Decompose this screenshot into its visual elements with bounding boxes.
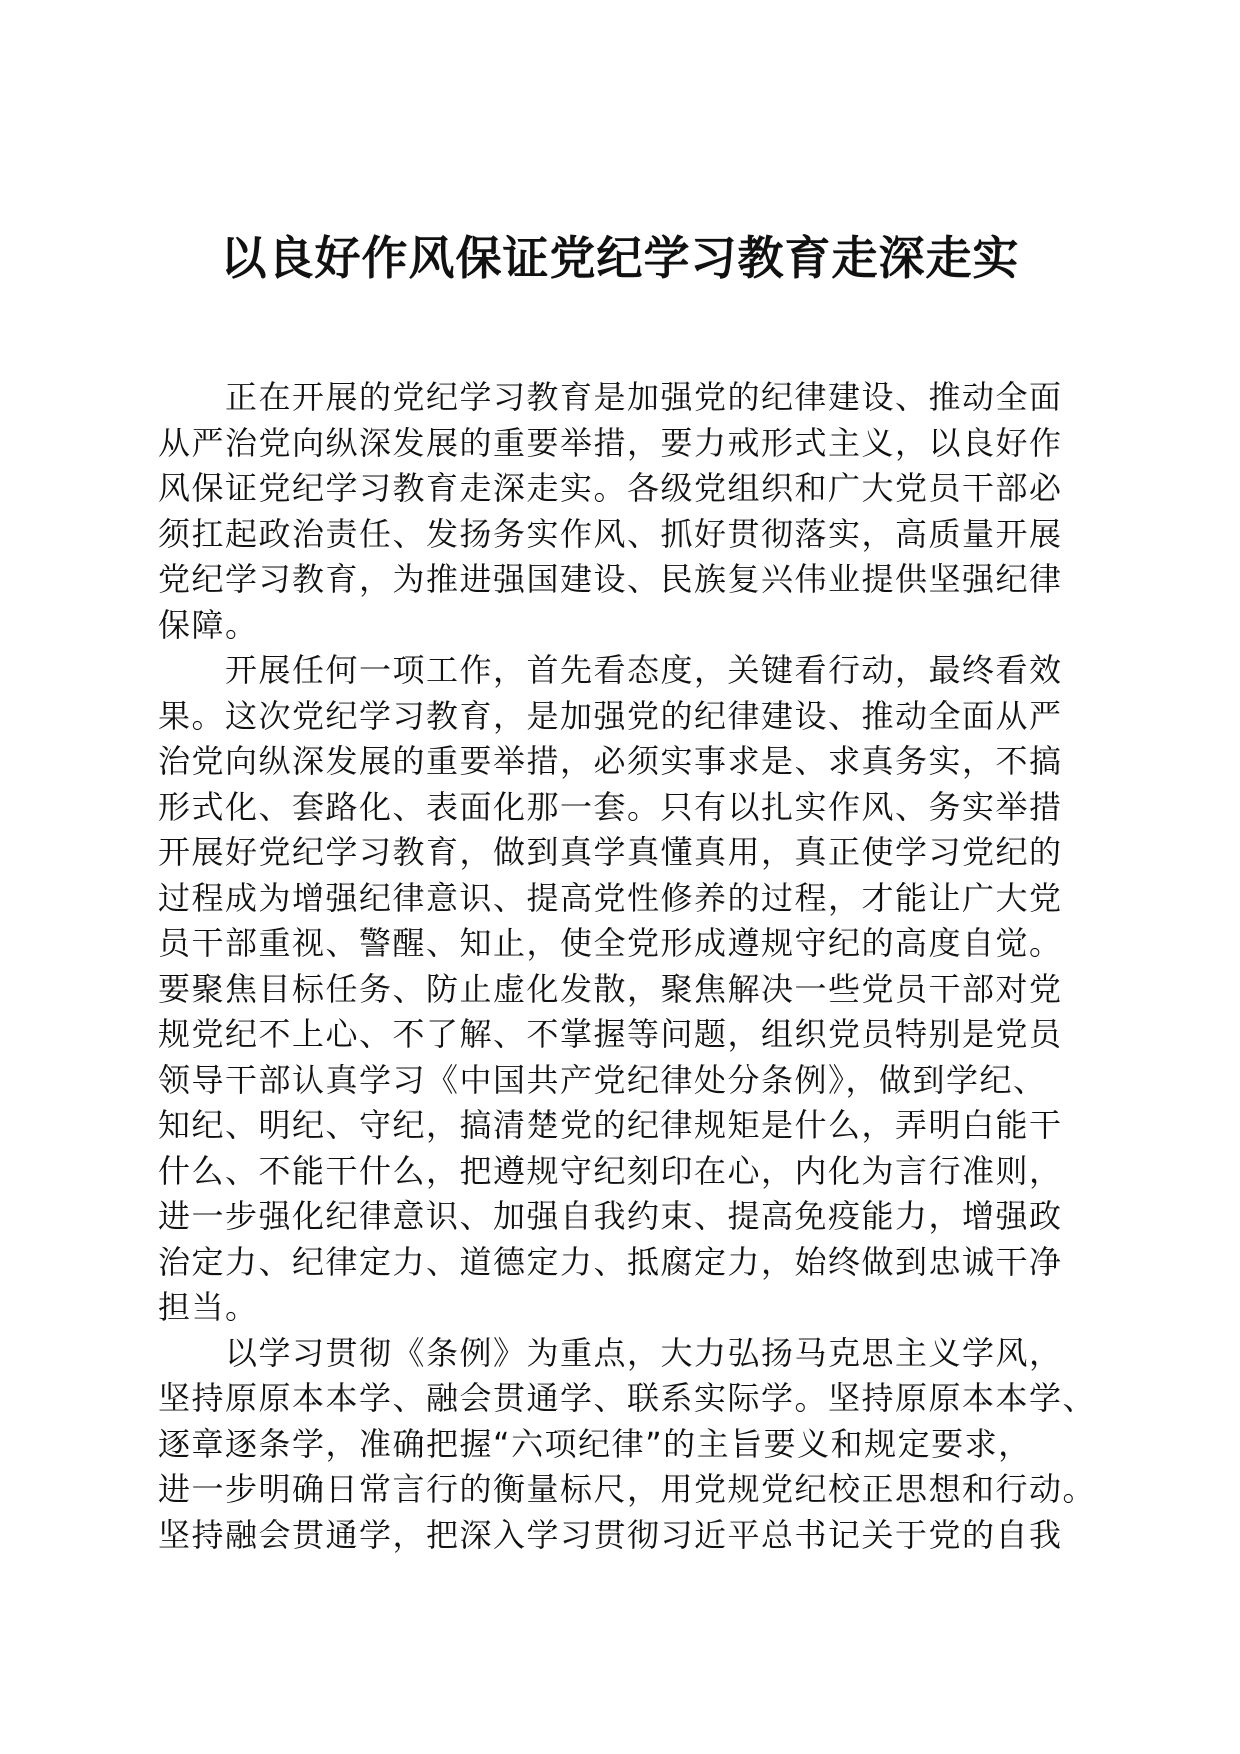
text-line: 治党向纵深发展的重要举措，必须实事求是、求真务实，不搞 bbox=[158, 742, 1063, 780]
text-line: 规党纪不上心、不了解、不掌握等问题，组织党员特别是党员 bbox=[158, 1015, 1063, 1053]
text-line: 担当。 bbox=[158, 1288, 259, 1326]
text-line: 领导干部认真学习《中国共产党纪律处分条例》，做到学纪、 bbox=[158, 1060, 1047, 1099]
text-line: 坚持原原本本学、融会贯通学、联系实际学。坚持原原本本学、 bbox=[158, 1379, 1097, 1417]
text-line: 知纪、明纪、守纪，搞清楚党的纪律规矩是什么，弄明白能干 bbox=[158, 1106, 1063, 1144]
text-line: 正在开展的党纪学习教育是加强党的纪律建设、推动全面 bbox=[158, 378, 1063, 416]
text-line: 形式化、套路化、表面化那一套。只有以扎实作风、务实举措 bbox=[158, 787, 1063, 826]
text-line: 开展好党纪学习教育，做到真学真懂真用，真正使学习党纪的 bbox=[158, 833, 1063, 871]
text-line: 进一步强化纪律意识、加强自我约束、提高免疫能力，增强政 bbox=[158, 1197, 1063, 1235]
text-line: 果。这次党纪学习教育，是加强党的纪律建设、推动全面从严 bbox=[158, 696, 1063, 735]
text-line: 保障。 bbox=[158, 605, 259, 644]
document-title: 以良好作风保证党纪学习教育走深走实 bbox=[220, 231, 1020, 285]
text-line: 员干部重视、警醒、知止，使全党形成遵规守纪的高度自觉。 bbox=[158, 924, 1063, 962]
text-line: 逐章逐条学，准确把握“六项纪律”的主旨要义和规定要求， bbox=[158, 1424, 1032, 1463]
text-line: 须扛起政治责任、发扬务实作风、抓好贯彻落实，高质量开展 bbox=[158, 514, 1063, 553]
text-line: 过程成为增强纪律意识、提高党性修养的过程，才能让广大党 bbox=[158, 878, 1063, 917]
text-line: 开展任何一项工作，首先看态度，关键看行动，最终看效 bbox=[158, 651, 1063, 689]
text-line: 治定力、纪律定力、道德定力、抵腐定力，始终做到忠诚干净 bbox=[158, 1242, 1063, 1281]
paragraph-2 bbox=[158, 648, 1078, 1331]
text-line: 要聚焦目标任务、防止虚化发散，聚焦解决一些党员干部对党 bbox=[158, 969, 1063, 1008]
text-line: 什么、不能干什么，把遵规守纪刻印在心，内化为言行准则， bbox=[158, 1151, 1063, 1190]
text-line: 党纪学习教育，为推进强国建设、民族复兴伟业提供坚强纪律 bbox=[158, 560, 1063, 598]
paragraph-1 bbox=[158, 375, 1078, 648]
text-line: 以学习贯彻《条例》为重点，大力弘扬马克思主义学风， bbox=[158, 1333, 1063, 1372]
text-line: 坚持融会贯通学，把深入学习贯彻习近平总书记关于党的自我 bbox=[158, 1515, 1063, 1554]
text-line: 风保证党纪学习教育走深走实。各级党组织和广大党员干部必 bbox=[158, 469, 1063, 507]
document-body bbox=[158, 375, 1097, 1558]
paragraph-3 bbox=[158, 1331, 1097, 1559]
text-line: 从严治党向纵深发展的重要举措，要力戒形式主义，以良好作 bbox=[158, 423, 1063, 462]
text-line: 进一步明确日常言行的衡量标尺，用党规党纪校正思想和行动。 bbox=[158, 1470, 1097, 1508]
